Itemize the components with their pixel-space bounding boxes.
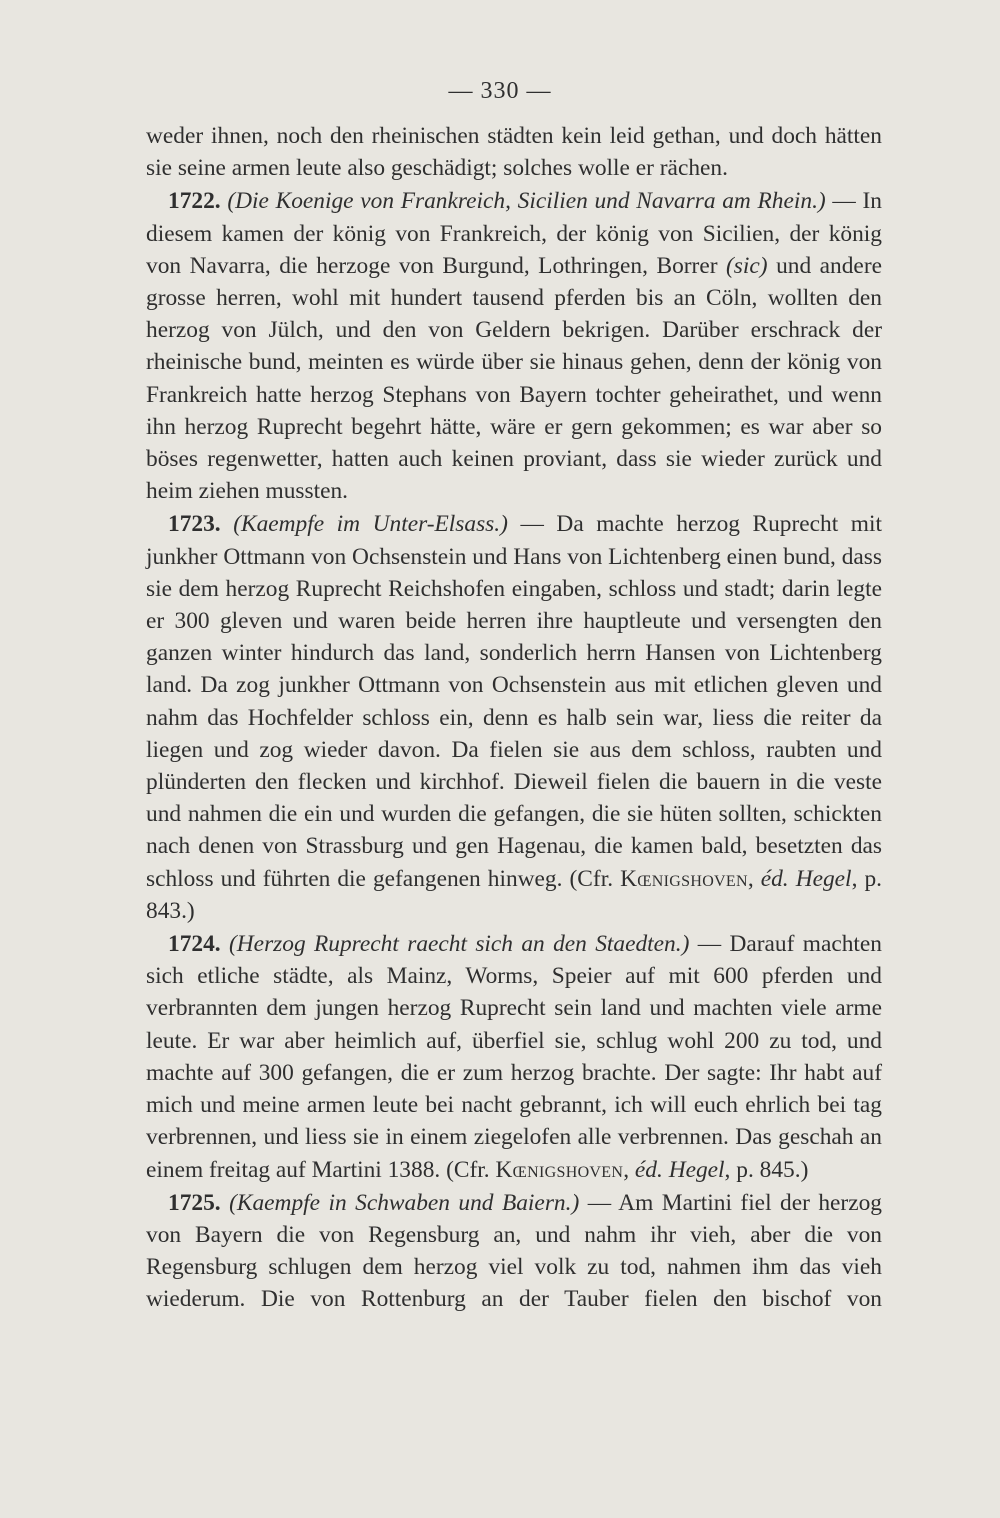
reference-edition: éd. Hegel <box>634 1156 725 1183</box>
reference-author: Kœnigshoven <box>620 865 748 892</box>
entry-title: (Herzog Ruprecht raecht sich an den Staedten.) <box>229 931 690 958</box>
entry-text: — Darauf machten sich etliche städte, als Mainz, Worms, Speier auf mit 600 pferden und verbrannten dem jungen herzog Ruprecht sein land und machten viele arme leute. Er war aber heimlich auf, überfiel sie, schlug wohl 200 zu tod, und machte auf 300 gefangen, die er zum herzog brachte. Der sagte: Ihr habt auf mich und meine armen leute bei nacht gebrannt, ich will euch ehrlich bei tag verbrennen, und liess sie in einem ziegelofen alle verbrennen. Das geschah an einem freitag auf Martini 1388. (Cfr. <box>146 931 882 1183</box>
sic-note: (sic) <box>726 252 768 279</box>
entry-text: — Da machte herzog Ruprecht mit junkher Ottmann von Ochsenstein und Hans von Lichtenberg einen bund, dass sie dem herzog Ruprecht Reichshofen eingaben, schloss und stadt; darin legte er 300 gleven und waren beide herren ihre hauptleute und versengten den ganzen winter hindurch das land, sonderlich herrn Hansen von Lichtenberg land. Da zog junkher Ottmann von Ochsenstein aus mit etlichen gleven und nahm das Hochfelder schloss ein, denn es halb sein war, liess die reiter da liegen und zog wieder davon. Da fielen sie aus dem schloss, raubten und plünderten den flecken und kirchhof. Dieweil fielen die bauern in die veste und nahmen die ein und wurden die gefangen, die sie hüten sollten, schickten nach denen von Strassburg und gen Hagenau, die kamen bald, besetzten das schloss und führten die gefangenen hinweg. (Cfr. <box>146 511 882 892</box>
entry-title: (Kaempfe in Schwaben und Baiern.) <box>229 1189 580 1216</box>
reference-edition: éd. Hegel <box>760 865 852 892</box>
entry-year: 1722. <box>168 188 221 215</box>
reference-page: , p. 845.) <box>724 1156 809 1183</box>
entry-title: (Die Koenige von Frankreich, Sicilien und Navarra am Rhein.) <box>227 188 826 215</box>
entry-year: 1723. <box>168 511 221 538</box>
entry-1722 <box>146 185 882 507</box>
entry-1723: 1723. (Kaempfe im Unter-Elsass.) — Da machte herzog Ruprecht mit junkher Ottmann von Ochsenstein und Hans von Lichtenberg einen bund, dass sie dem herzog Ruprecht Reichshofen eingaben, schloss und stadt; darin legte er 300 gleven und waren beide herren ihre hauptleute und versengten den ganzen winter hindurch das land, sonderlich herrn Hansen von Lichtenberg land. Da zog junkher Ottmann von Ochsenstein aus mit etlichen gleven und nahm das Hochfelder schloss ein, denn es halb sein war, liess die reiter da liegen und zog wieder davon. Da fielen sie aus dem schloss, raubten und plünderten den flecken und kirchhof. Dieweil fielen die bauern in die veste und nahmen die ein und wurden die gefangen, die sie hüten sollten, schickten nach denen von Strassburg und gen Hagenau, die kamen bald, besetzten das schloss und führten die gefangenen hinweg. (Cfr. Kœnigshoven, éd. Hegel, p. 843.) <box>146 511 882 924</box>
page-body <box>146 120 882 1316</box>
reference-author: Kœnigshoven <box>495 1156 624 1183</box>
opening-paragraph: weder ihnen, noch den rheinischen städten kein leid gethan, und doch hätten sie seine armen leute also geschädigt; solches wolle er rächen. <box>146 123 882 182</box>
entry-1724: 1724. (Herzog Ruprecht raecht sich an den Staedten.) — Darauf machten sich etliche städte, als Mainz, Worms, Speier auf mit 600 pferden und verbrannten dem jungen herzog Ruprecht sein land und machten viele arme leute. Er war aber heimlich auf, überfiel sie, schlug wohl 200 zu tod, und machte auf 300 gefangen, die er zum herzog brachte. Der sagte: Ihr habt auf mich und meine armen leute bei nacht gebrannt, ich will euch ehrlich bei tag verbrennen, und liess sie in einem ziegelofen alle verbrennen. Das geschah an einem freitag auf Martini 1388. (Cfr. Kœnigshoven, éd. Hegel, p. 845.) <box>146 931 882 1183</box>
entry-text-continued: und andere grosse herren, wohl mit hundert tausend pferden bis an Cöln, wollten den herzog von Jülch, und den von Geldern bekrigen. Darüber erschrack der rheinische bund, meinten es würde über sie hinaus gehen, denn der könig von Frankreich hatte herzog Stephans von Bayern tochter geheirathet, und wenn ihn herzog Ruprecht begehrt hätte, wäre er gern gekommen; es war aber so böses regenwetter, hatten auch keinen proviant, dass sie wieder zurück und heim ziehen mussten. <box>146 252 882 505</box>
entry-year: 1724. <box>168 931 221 958</box>
entry-1725 <box>146 1187 882 1316</box>
page-number: — 330 — <box>448 78 552 104</box>
entry-text: — In diesem kamen der könig von Frankreich, der könig von Sicilien, der könig von Navarra, die herzoge von Burgund, Lothringen, Borrer <box>146 188 882 279</box>
entry-year: 1725. <box>168 1189 221 1216</box>
entry-title: (Kaempfe im Unter-Elsass.) <box>233 511 508 538</box>
entry-text: — Am Martini fiel der herzog von Bayern die von Regensburg an, und nahm ihr vieh, aber die von Regensburg schlugen dem herzog viel volk zu tod, nahmen ihm das vieh wiederum. Die von Rottenburg an der Tauber fielen den bischof von <box>146 1189 882 1313</box>
reference-page: , p. 843.) <box>146 865 882 924</box>
